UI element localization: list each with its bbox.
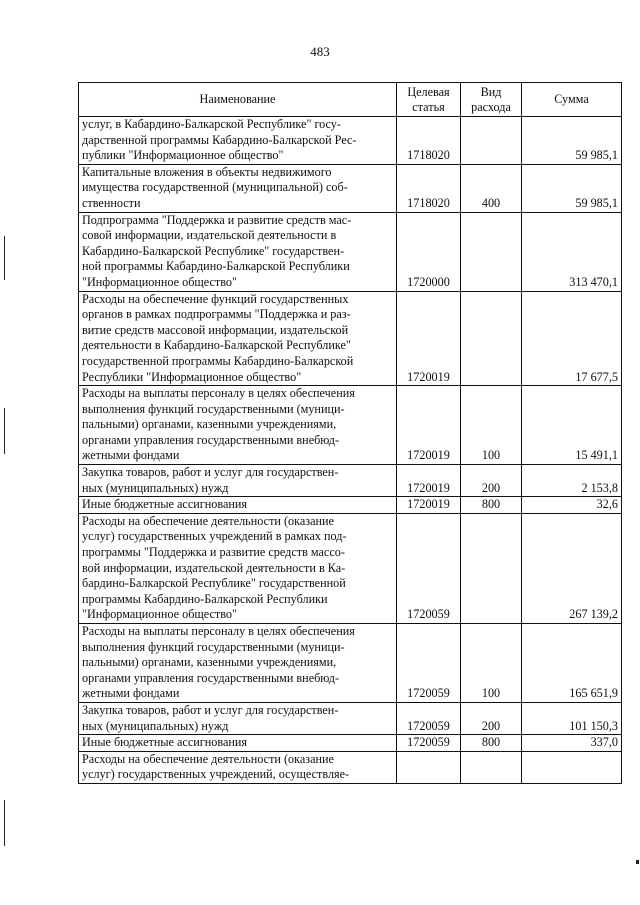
margin-line: [4, 408, 5, 454]
table-row: [79, 164, 622, 212]
row-article: 1720059: [397, 702, 461, 734]
row-name: Расходы на выплаты персоналу в целях обеспечения выполнения функций государственными (муници- пальными) органами, казенными учреждениями, органами управления государственными внебюд- жетными фондами: [79, 624, 397, 703]
row-amount: 15 491,1: [522, 386, 622, 465]
table-row: [79, 117, 622, 165]
margin-line: [4, 236, 5, 280]
row-kind: [461, 751, 522, 783]
row-kind: 400: [461, 164, 522, 212]
row-kind: 200: [461, 702, 522, 734]
table-row: [79, 751, 622, 783]
header-name: Наименование: [79, 83, 397, 117]
row-kind: 100: [461, 624, 522, 703]
row-amount: 2 153,8: [522, 465, 622, 497]
row-name: Расходы на обеспечение деятельности (оказание услуг) государственных учреждений, осуществляе-: [79, 751, 397, 783]
row-kind: [461, 291, 522, 386]
row-kind: 800: [461, 735, 522, 752]
row-amount: 337,0: [522, 735, 622, 752]
table-row: [79, 513, 622, 623]
row-name: Иные бюджетные ассигнования: [79, 497, 397, 514]
row-article: 1718020: [397, 117, 461, 165]
row-kind: 800: [461, 497, 522, 514]
header-kind: Вид расхода: [461, 83, 522, 117]
table-row: [79, 212, 622, 291]
margin-dot: [636, 860, 639, 864]
row-name: Расходы на обеспечение деятельности (оказание услуг) государственных учреждений в рамках под- программы "Поддержка и развитие средств массо- вой информации, издательской деятельности в Ка- бардино-Балкарской Республике" государственной программы Кабардино-Балкарской Республики "Информационное общество": [79, 513, 397, 623]
row-kind: [461, 212, 522, 291]
row-article: 1718020: [397, 164, 461, 212]
table-row: [79, 386, 622, 465]
row-amount: 313 470,1: [522, 212, 622, 291]
row-name: Расходы на обеспечение функций государственных органов в рамках подпрограммы "Поддержка и раз- витие средств массовой информации, издательской деятельности в Кабардино-Балкарской Республике" государственной программы Кабардино-Балкарской Республики "Информационное общество": [79, 291, 397, 386]
row-amount: 59 985,1: [522, 164, 622, 212]
row-kind: 100: [461, 386, 522, 465]
row-name: Закупка товаров, работ и услуг для государствен- ных (муниципальных) нужд: [79, 702, 397, 734]
row-article: 1720000: [397, 212, 461, 291]
row-amount: 101 150,3: [522, 702, 622, 734]
table-row: [79, 702, 622, 734]
row-name: Капитальные вложения в объекты недвижимого имущества государственной (муниципальной) соб- ственности: [79, 164, 397, 212]
table-row: [79, 735, 622, 752]
row-amount: 165 651,9: [522, 624, 622, 703]
row-name: услуг, в Кабардино-Балкарской Республике" госу- дарственной программы Кабардино-Балкарской Рес- публики "Информационное общество": [79, 117, 397, 165]
row-article: 1720019: [397, 291, 461, 386]
budget-table: [78, 82, 622, 784]
row-article: 1720059: [397, 735, 461, 752]
table-row: [79, 291, 622, 386]
row-article: 1720059: [397, 624, 461, 703]
row-name: Закупка товаров, работ и услуг для государствен- ных (муниципальных) нужд: [79, 465, 397, 497]
row-amount: [522, 751, 622, 783]
table-row: [79, 497, 622, 514]
row-kind: [461, 513, 522, 623]
header-amount: Сумма: [522, 83, 622, 117]
table-row: [79, 465, 622, 497]
row-amount: 59 985,1: [522, 117, 622, 165]
row-amount: 17 677,5: [522, 291, 622, 386]
row-name: Подпрограмма "Поддержка и развитие средств мас- совой информации, издательской деятельности в Кабардино-Балкарской Республике" государствен- ной программы Кабардино-Балкарской Республики "Информационное общество": [79, 212, 397, 291]
row-article: [397, 751, 461, 783]
row-article: 1720019: [397, 497, 461, 514]
table-row: [79, 624, 622, 703]
row-kind: 200: [461, 465, 522, 497]
row-amount: 32,6: [522, 497, 622, 514]
row-name: Иные бюджетные ассигнования: [79, 735, 397, 752]
margin-line: [4, 800, 5, 846]
row-name: Расходы на выплаты персоналу в целях обеспечения выполнения функций государственными (муници- пальными) органами, казенными учреждениями, органами управления государственными внебюд- жетными фондами: [79, 386, 397, 465]
row-article: 1720059: [397, 513, 461, 623]
row-article: 1720019: [397, 465, 461, 497]
header-article: Целевая статья: [397, 83, 461, 117]
row-amount: 267 139,2: [522, 513, 622, 623]
page-number: 483: [310, 44, 330, 59]
row-kind: [461, 117, 522, 165]
table-header-row: [79, 83, 622, 117]
row-article: 1720019: [397, 386, 461, 465]
